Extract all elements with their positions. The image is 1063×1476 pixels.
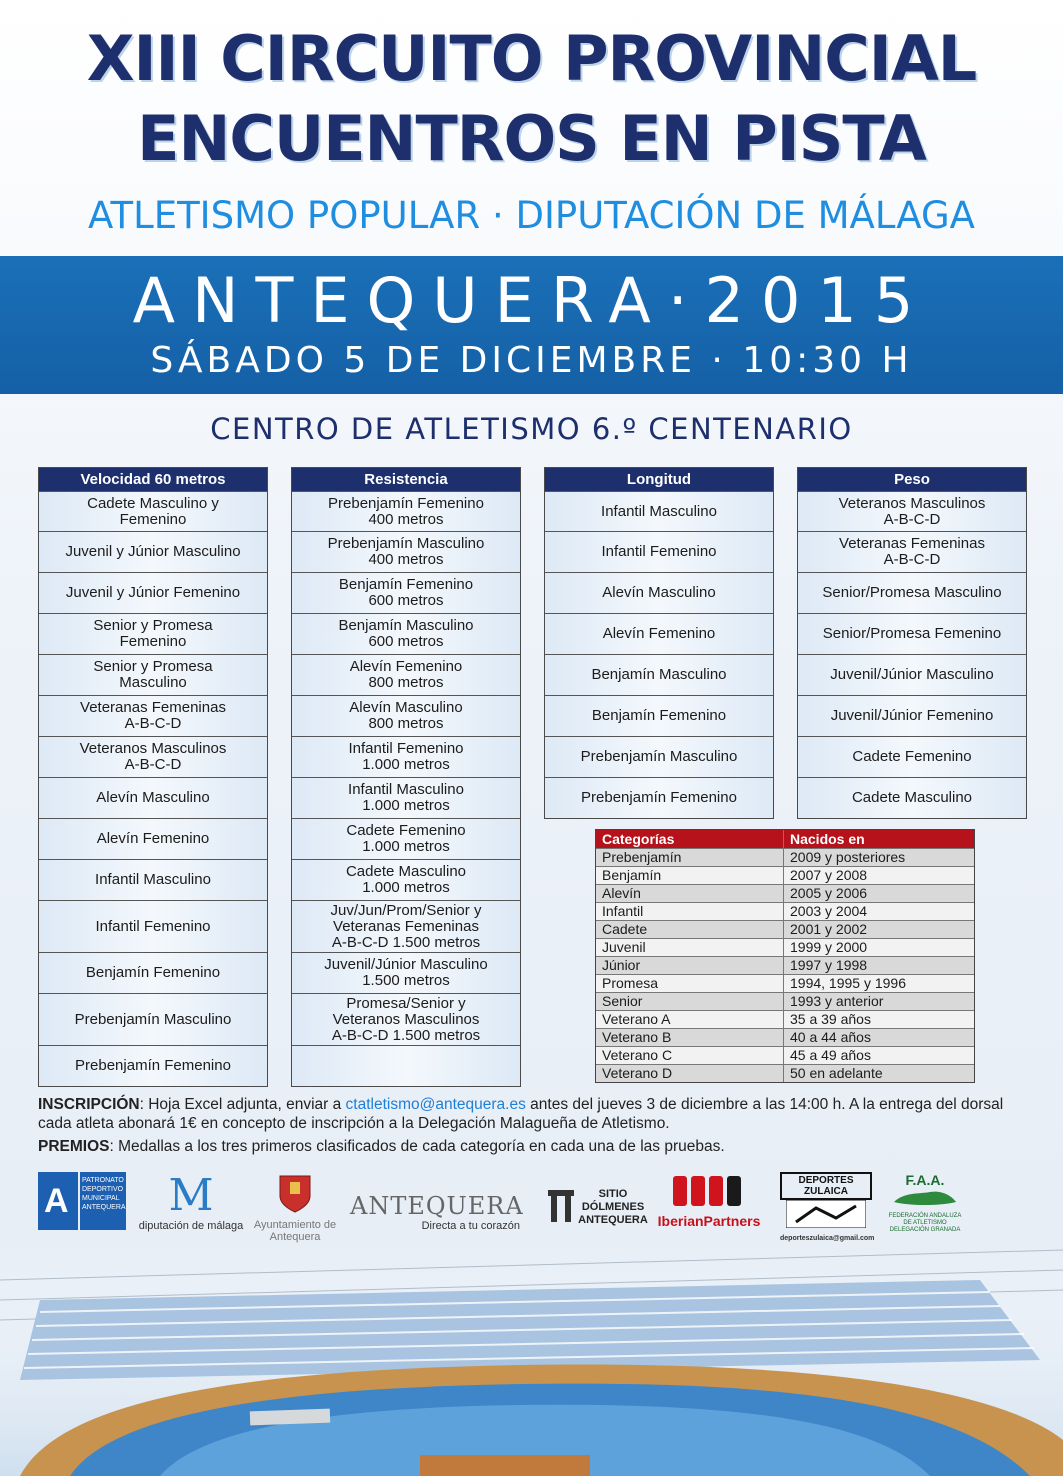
event-row: Juvenil y Júnior Femenino [39,572,267,613]
dolmen-icon [546,1184,576,1224]
category-name: Senior [596,993,784,1010]
diputacion-text: diputación de málaga [138,1220,244,1232]
event-row: Alevín Masculino [545,572,773,613]
event-row: Alevín Masculino [39,777,267,818]
andalucia-map-icon [890,1188,960,1208]
subtitle: ATLETISMO POPULAR · DIPUTACIÓN DE MÁLAGA [88,194,975,237]
title-line-1: XIII CIRCUITO PROVINCIAL [86,22,977,95]
category-birth-years: 2001 y 2002 [790,921,868,937]
event-row: Cadete Masculino 1.000 metros [292,859,520,900]
zulaica-title: DEPORTES ZULAICA [780,1172,872,1200]
categories-header [596,830,974,848]
category-row [596,956,974,974]
events-table-header: Velocidad 60 metros [39,468,267,491]
category-birth-years: 40 a 44 años [790,1029,871,1045]
category-birth-years: 2009 y posteriores [790,849,906,865]
categories-header-col2: Nacidos en [790,831,865,847]
city-year: ANTEQUERA·2015 [132,264,931,337]
category-row [596,1064,974,1082]
event-row: Juvenil/Júnior Femenino [798,695,1026,736]
event-row: Benjamín Femenino [545,695,773,736]
coca-cola-cans-icon [669,1172,749,1208]
category-birth-years: 50 en adelante [790,1065,883,1081]
category-row [596,920,974,938]
dolmenes-text: SITIO DÓLMENES ANTEQUERA [578,1188,648,1226]
logo-antequera-brand [350,1172,524,1252]
category-name: Cadete [596,921,784,938]
category-row [596,1046,974,1064]
category-row [596,1028,974,1046]
inscripcion-text-2: antes del jueves 3 de diciembre a las 14:00 h. A la entrega del dorsal cada atleta abonará 1€ en concepto de inscripción a la Delegación Malagueña de Atletismo. [38,1096,1004,1132]
event-row: Infantil Femenino [545,531,773,572]
svg-text:A: A [44,1182,69,1220]
events-table-resistencia [291,467,521,1087]
events-table-velocidad [38,467,268,1087]
category-name: Veterano C [596,1047,784,1064]
inscripcion-label: INSCRIPCIÓN [38,1096,140,1113]
category-birth-years: 35 a 39 años [790,1011,871,1027]
runner-icon [786,1200,866,1228]
category-row [596,992,974,1010]
inscripcion-paragraph [38,1095,1028,1133]
category-name: Benjamín [596,867,784,884]
category-name: Infantil [596,903,784,920]
event-row: Infantil Masculino [545,491,773,531]
ayuntamiento-text: Ayuntamiento de Antequera [253,1219,337,1243]
event-row: Juvenil/Júnior Masculino 1.500 metros [292,952,520,993]
events-table-peso [797,467,1027,819]
events-table-header: Longitud [545,468,773,491]
categories-header-col1: Categorías [596,830,784,848]
event-row: Prebenjamín Femenino [39,1045,267,1086]
category-row [596,884,974,902]
event-row: Juvenil y Júnior Masculino [39,531,267,572]
category-birth-years: 2003 y 2004 [790,903,868,919]
logo-faa [885,1172,965,1252]
event-row: Alevín Femenino 800 metros [292,654,520,695]
event-row: Infantil Masculino [39,859,267,900]
city-date-band [0,256,1063,394]
event-row: Cadete Masculino y Femenino [39,491,267,531]
event-row: Prebenjamín Masculino 400 metros [292,531,520,572]
logo-iberian-partners [656,1172,762,1252]
event-row: Benjamín Masculino 600 metros [292,613,520,654]
zulaica-email: deporteszulaica@gmail.com [780,1235,875,1242]
faa-title: F.A.A. [905,1172,945,1188]
category-row [596,848,974,866]
premios-paragraph [38,1137,1028,1156]
category-birth-years: 1999 y 2000 [790,939,868,955]
event-row: Senior y Promesa Masculino [39,654,267,695]
logo-dolmenes [546,1172,650,1252]
event-row: Senior/Promesa Femenino [798,613,1026,654]
event-row: Veteranas Femeninas A-B-C-D [39,695,267,736]
category-birth-years: 2005 y 2006 [790,885,868,901]
event-row: Veteranas Femeninas A-B-C-D [798,531,1026,572]
events-table-header: Peso [798,468,1026,491]
category-row [596,938,974,956]
category-row [596,902,974,920]
event-row: Alevín Masculino 800 metros [292,695,520,736]
category-birth-years: 1994, 1995 y 1996 [790,975,906,991]
event-row: Juvenil/Júnior Masculino [798,654,1026,695]
event-row: Prebenjamín Femenino 400 metros [292,491,520,531]
category-name: Juvenil [596,939,784,956]
event-row: Alevín Femenino [545,613,773,654]
category-name: Promesa [596,975,784,992]
category-name: Veterano D [596,1065,784,1082]
coat-of-arms-icon [278,1172,312,1214]
event-row: Prebenjamín Masculino [545,736,773,777]
event-row: Prebenjamín Masculino [39,993,267,1045]
category-birth-years: 1997 y 1998 [790,957,868,973]
inscripcion-text-1: : Hoja Excel adjunta, enviar a [139,1096,346,1113]
antequera-brand-text: ANTEQUERA [350,1192,524,1220]
event-row [292,1045,520,1086]
faa-subtitle: FEDERACIÓN ANDALUZA DE ATLETISMO DELEGACIÓN GRANADA [888,1213,962,1233]
diputacion-m-icon: M [168,1170,214,1221]
category-name: Alevín [596,885,784,902]
event-row: Cadete Masculino [798,777,1026,818]
category-name: Veterano A [596,1011,784,1028]
venue: CENTRO DE ATLETISMO 6.º CENTENARIO [210,412,853,446]
premios-label: PREMIOS [38,1138,110,1155]
logo-deportes-zulaica [780,1172,875,1252]
event-row: Veteranos Masculinos A-B-C-D [798,491,1026,531]
event-row: Veteranos Masculinos A-B-C-D [39,736,267,777]
events-table-header: Resistencia [292,468,520,491]
antequera-tagline: Directa a tu corazón [421,1220,520,1232]
event-date-time: SÁBADO 5 DE DICIEMBRE · 10:30 H [150,340,913,381]
category-row [596,1010,974,1028]
event-row: Cadete Femenino 1.000 metros [292,818,520,859]
event-row: Senior/Promesa Masculino [798,572,1026,613]
event-row: Juv/Jun/Prom/Senior y Veteranas Femeninas A-B-C-D 1.500 metros [292,900,520,952]
logo-patronato-deportivo [38,1172,126,1252]
pdm-text: PATRONATO DEPORTIVO MUNICIPAL ANTEQUERA [82,1177,126,1211]
premios-text: : Medallas a los tres primeros clasificados de cada categoría en cada una de las pruebas. [109,1138,725,1155]
category-name: Veterano B [596,1029,784,1046]
category-birth-years: 1993 y anterior [790,993,884,1009]
event-row: Prebenjamín Femenino [545,777,773,818]
event-row: Benjamín Femenino 600 metros [292,572,520,613]
stadium-illustration [0,1240,1063,1476]
categories-table [595,829,975,1083]
event-row: Infantil Femenino [39,900,267,952]
event-row: Infantil Masculino 1.000 metros [292,777,520,818]
logo-diputacion-malaga [136,1172,246,1252]
title-line-2: ENCUENTROS EN PISTA [137,102,926,175]
category-name: Júnior [596,957,784,974]
event-row: Benjamín Masculino [545,654,773,695]
event-row: Cadete Femenino [798,736,1026,777]
events-table-longitud [544,467,774,819]
category-name: Prebenjamín [596,849,784,866]
iberian-text: IberianPartners [657,1213,761,1229]
category-row [596,866,974,884]
email-link[interactable]: ctatletismo@antequera.es [345,1096,526,1113]
category-birth-years: 2007 y 2008 [790,867,868,883]
event-row: Infantil Femenino 1.000 metros [292,736,520,777]
categories-body [596,848,974,1082]
event-row: Senior y Promesa Femenino [39,613,267,654]
event-row: Alevín Femenino [39,818,267,859]
event-row: Benjamín Femenino [39,952,267,993]
category-row [596,974,974,992]
logo-ayuntamiento-antequera [250,1172,340,1252]
category-birth-years: 45 a 49 años [790,1047,871,1063]
event-row: Promesa/Senior y Veteranos Masculinos A-B-C-D 1.500 metros [292,993,520,1045]
